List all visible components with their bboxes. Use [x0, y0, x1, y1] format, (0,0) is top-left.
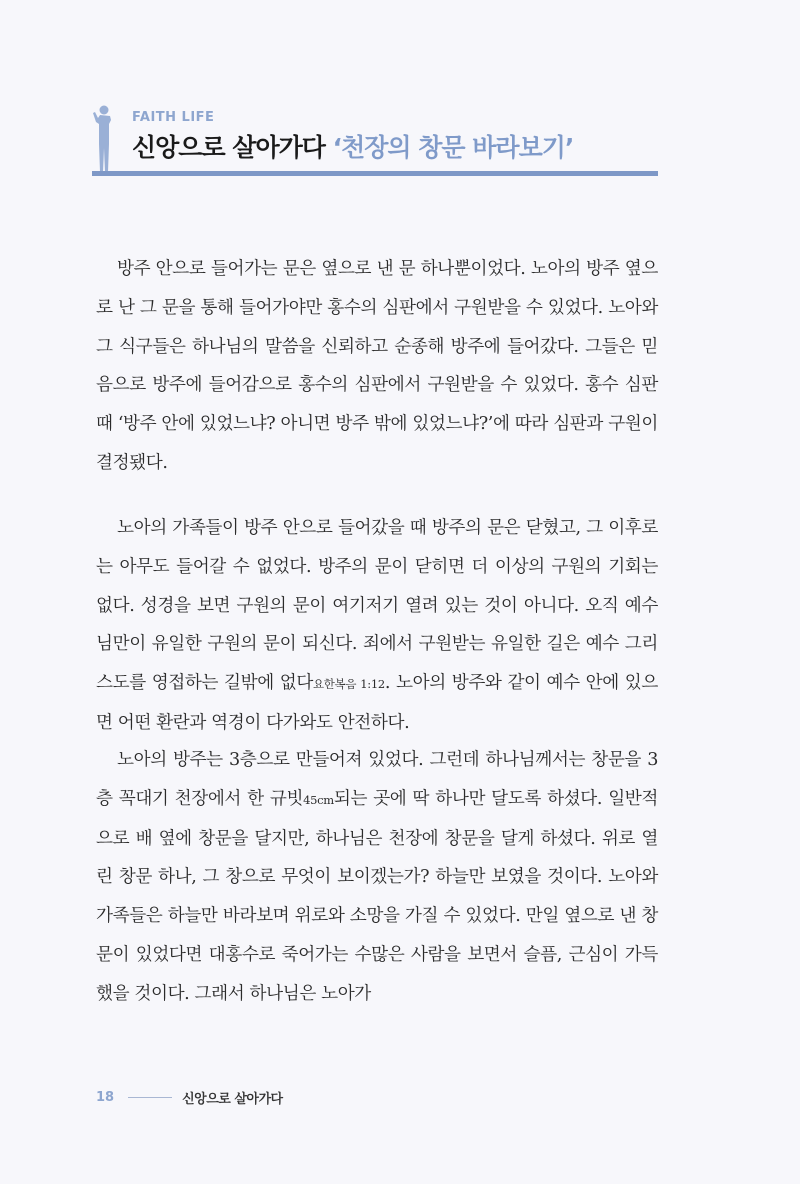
footer-divider — [128, 1097, 172, 1098]
section-title — [132, 128, 573, 164]
header-rule — [92, 171, 658, 176]
title-subtitle: ‘천장의 창문 바라보기’ — [332, 133, 574, 162]
section-kicker: FAITH LIFE — [132, 110, 215, 125]
paragraph-2 — [96, 509, 658, 743]
measurement-note: 45cm — [303, 792, 334, 807]
title-main: 신앙으로 살아가다 — [132, 133, 325, 162]
scripture-reference: 요한복음 1:12 — [312, 677, 385, 692]
paragraph-3-text-b: 되는 곳에 딱 하나만 달도록 하셨다. 일반적으로 배 옆에 창문을 달지만, 하나님은 천장에 창문을 달게 하셨다. 위로 열린 창문 하나, 그 창으로 무엇이 보이겠는가? 하늘만 보였을 것이다. 노아와 가족들은 하늘만 바라보며 위로와 소망을 가질 수 있었다. 만일 옆으로 낸 창문이 있었다면 대홍수로 죽어가는 수많은 사람을 보면서 슬픔, 근심이 가득했을 것이다. 그래서 하나님은 노아가 — [96, 788, 658, 1004]
paragraph-2-text-a: 노아의 가족들이 방주 안으로 들어갔을 때 방주의 문은 닫혔고, 그 이후로는 아무도 들어갈 수 없었다. 방주의 문이 닫히면 더 이상의 구원의 기회는 없다. 성경을 보면 구원의 문이 여기저기 열려 있는 것이 아니다. 오직 예수님만이 유일한 구원의 문이 되신다. 죄에서 구원받는 유일한 길은 예수 그리스도를 영접하는 길밖에 없다 — [96, 518, 658, 694]
paragraph-1: 방주 안으로 들어가는 문은 옆으로 낸 문 하나뿐이었다. 노아의 방주 옆으로 난 그 문을 통해 들어가야만 홍수의 심판에서 구원받을 수 있었다. 노아와 그 식구들은 하나님의 말씀을 신뢰하고 순종해 방주에 들어갔다. 그들은 믿음으로 방주에 들어감으로 홍수의 심판에서 구원받을 수 있었다. 홍수 심판 때 ‘방주 안에 있었느냐? 아니면 방주 밖에 있었느냐?’에 따라 심판과 구원이 결정됐다. — [96, 259, 658, 473]
section-header — [92, 100, 658, 178]
running-title: 신앙으로 살아가다 — [182, 1092, 283, 1107]
paragraph-3-text-a: 노아의 방주는 3층으로 만들어져 있었다. 그런데 하나님께서는 창문을 3층 꼭대기 천장에서 한 규빗 — [96, 750, 658, 809]
page-number: 18 — [96, 1090, 115, 1105]
page-footer — [96, 1088, 283, 1107]
person-silhouette-icon — [92, 104, 114, 172]
paragraph-2-text-b: . 노아의 방주와 같이 예수 안에 있으면 어떤 환란과 역경이 다가와도 안전하다. — [96, 673, 658, 733]
paragraph-3 — [96, 741, 658, 1014]
